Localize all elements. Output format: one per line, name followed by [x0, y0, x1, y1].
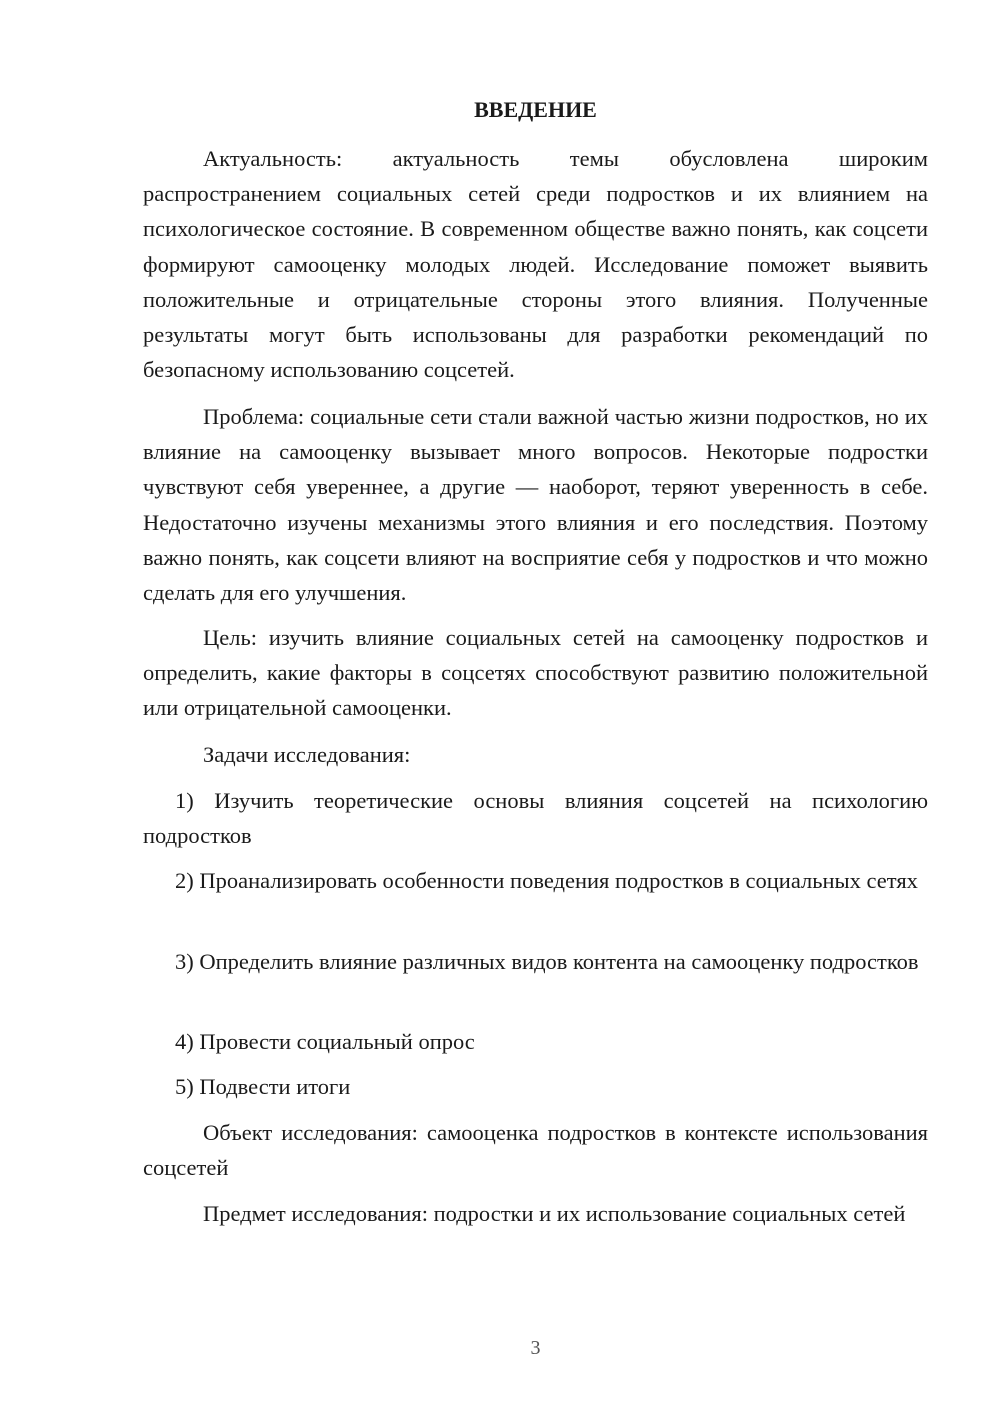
page-number: 3 — [530, 1337, 541, 1359]
page-title: ВВЕДЕНИЕ — [474, 97, 597, 122]
goal-paragraph: Цель: изучить влияние социальных сетей на самооценку подростков и определить, какие факторы в соцсетях способствуют развитию положительной или отрицательной самооценки. — [143, 625, 928, 721]
relevance-paragraph: Актуальность: актуальность темы обусловлена широким распространением социальных сетей среди подростков и их влиянием на психологическое состояние. В современном обществе важно понять, как соцсети формируют самооценку молодых людей. Исследование поможет выявить положительные и отрицательные стороны этого влияния. Полученные результаты могут быть использованы для разработки рекомендаций по безопасному использованию соцсетей. — [143, 146, 928, 383]
task-item: 4) Провести социальный опрос — [175, 1029, 475, 1054]
task-item: 1) Изучить теоретические основы влияния соцсетей на психологию подростков — [143, 788, 928, 849]
tasks-heading: Задачи исследования: — [203, 742, 411, 767]
task-item: 2) Проанализировать особенности поведения подростков в социальных сетях — [175, 868, 918, 893]
document-page — [143, 0, 928, 1414]
object-paragraph: Объект исследования: самооценка подростков в контексте использования соцсетей — [143, 1120, 928, 1181]
problem-paragraph: Проблема: социальные сети стали важной частью жизни подростков, но их влияние на самооценку вызывает много вопросов. Некоторые подростки чувствуют себя увереннее, а другие — наоборот, теряют уверенность в себе. Недостаточно изучены механизмы этого влияния и его последствия. Поэтому важно понять, как соцсети влияют на восприятие себя у подростков и что можно сделать для его улучшения. — [143, 404, 928, 606]
subject-paragraph: Предмет исследования: подростки и их использование социальных сетей — [203, 1201, 906, 1226]
task-item: 3) Определить влияние различных видов контента на самооценку подростков — [175, 949, 919, 974]
task-item: 5) Подвести итоги — [175, 1074, 351, 1099]
